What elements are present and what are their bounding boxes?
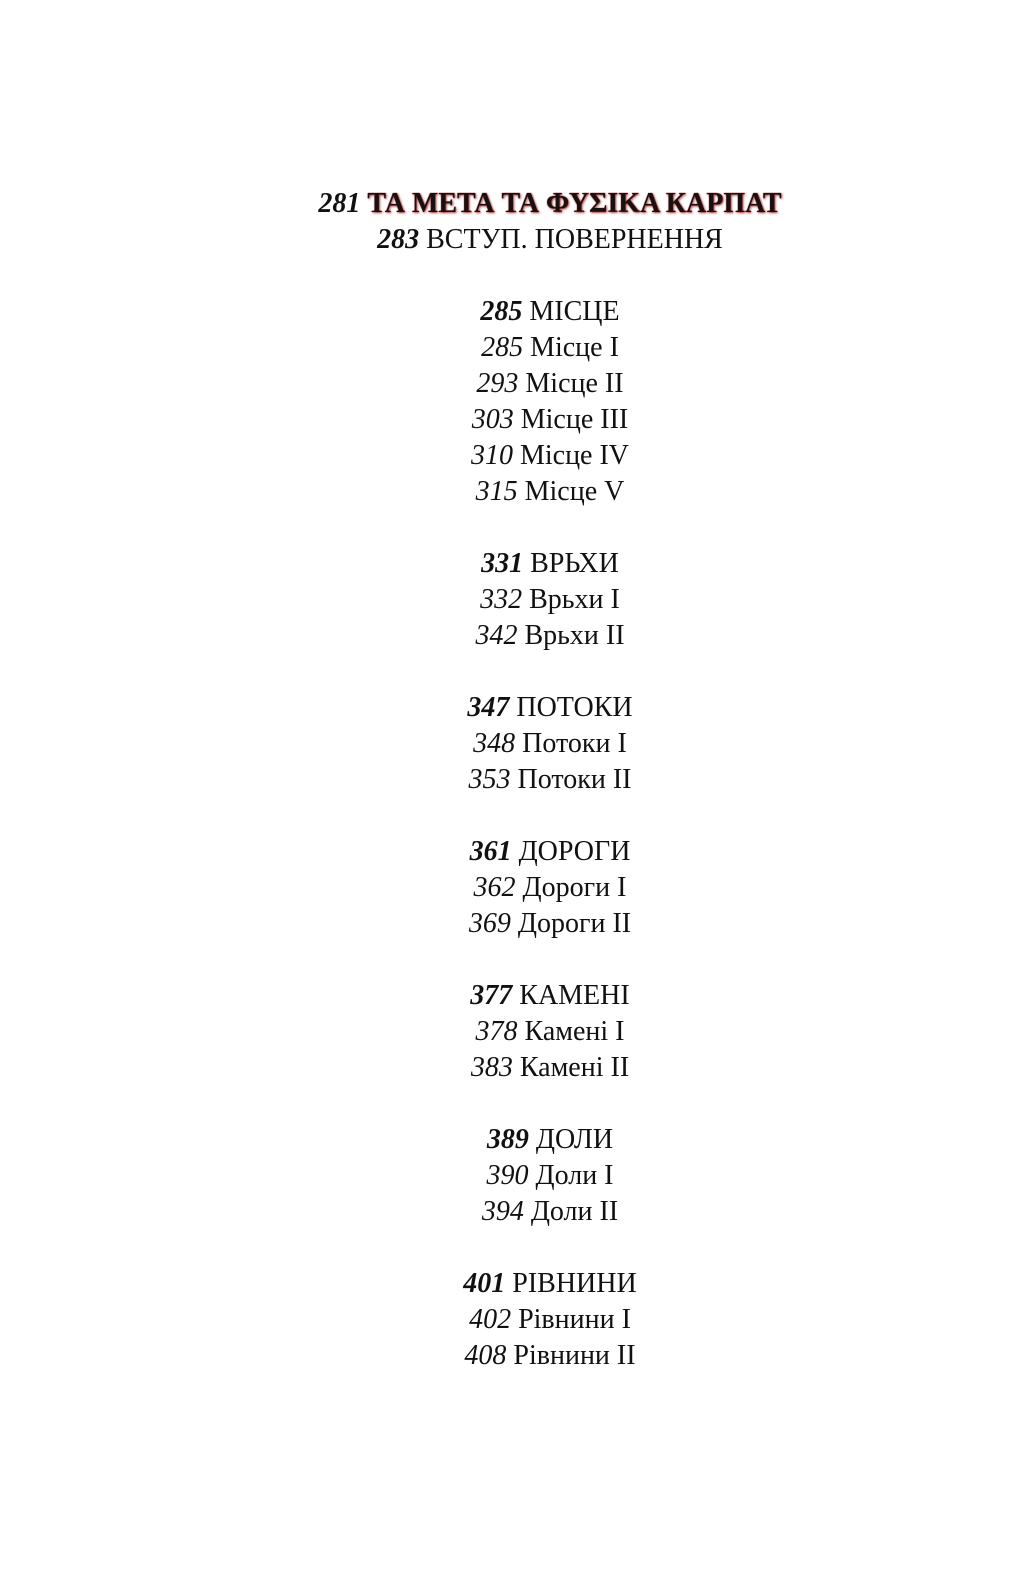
page-number: 389 xyxy=(486,1124,529,1155)
toc-section xyxy=(0,546,1024,654)
item-title: Камені II xyxy=(519,1052,630,1083)
toc-item xyxy=(0,762,1024,798)
page-number: 369 xyxy=(468,908,511,939)
page-number: 361 xyxy=(469,836,512,867)
toc-item xyxy=(0,1302,1024,1338)
toc-item xyxy=(0,618,1024,654)
page-number: 285 xyxy=(480,296,523,327)
table-of-contents xyxy=(0,186,1024,1374)
toc-item xyxy=(0,1194,1024,1230)
intro-block xyxy=(0,186,1024,258)
toc-section xyxy=(0,690,1024,798)
toc-section xyxy=(0,1122,1024,1230)
toc-item xyxy=(0,582,1024,618)
page-number: 293 xyxy=(476,368,519,399)
item-title: Доли I xyxy=(535,1160,614,1191)
page-number: 281 xyxy=(318,188,361,219)
toc-section xyxy=(0,834,1024,942)
page-number: 408 xyxy=(464,1340,507,1371)
section-title: ДОЛИ xyxy=(535,1124,614,1155)
page-number: 283 xyxy=(377,224,420,255)
toc-item xyxy=(0,1338,1024,1374)
section-heading xyxy=(0,1266,1024,1302)
item-title: Місце II xyxy=(525,368,624,399)
toc-item xyxy=(0,906,1024,942)
item-title: Потоки II xyxy=(517,764,632,795)
item-title: Місце III xyxy=(520,404,629,435)
item-title: Доли II xyxy=(530,1196,619,1227)
toc-item xyxy=(0,366,1024,402)
entry-title: ВСТУП. ПОВЕРНЕННЯ xyxy=(426,224,723,255)
item-title: Місце IV xyxy=(519,440,630,471)
toc-item xyxy=(0,402,1024,438)
page-number: 331 xyxy=(481,548,524,579)
toc-section xyxy=(0,978,1024,1086)
item-title: Дороги I xyxy=(522,872,627,903)
page-number: 347 xyxy=(467,692,510,723)
item-title: Врьхи I xyxy=(529,584,620,615)
item-title: Місце I xyxy=(530,332,619,363)
page-number: 402 xyxy=(469,1304,512,1335)
toc-item xyxy=(0,330,1024,366)
section-heading xyxy=(0,978,1024,1014)
item-title: Рівнини I xyxy=(518,1304,631,1335)
page-number: 383 xyxy=(470,1052,513,1083)
section-title: ДОРОГИ xyxy=(518,836,631,867)
page-number: 353 xyxy=(468,764,511,795)
entry-title: ТА МЕТА ТА ΦΥΣΙΚΑ КАРПАТ xyxy=(367,188,782,219)
section-title: РІВНИНИ xyxy=(512,1268,637,1299)
section-heading xyxy=(0,294,1024,330)
section-title: ПОТОКИ xyxy=(516,692,633,723)
page-number: 401 xyxy=(463,1268,506,1299)
toc-item xyxy=(0,870,1024,906)
page-number: 285 xyxy=(481,332,524,363)
section-heading xyxy=(0,834,1024,870)
section-title: МІСЦЕ xyxy=(529,296,620,327)
section-heading xyxy=(0,546,1024,582)
toc-section xyxy=(0,294,1024,510)
item-title: Камені I xyxy=(524,1016,625,1047)
page-number: 377 xyxy=(470,980,513,1011)
toc-item xyxy=(0,726,1024,762)
section-title: КАМЕНІ xyxy=(519,980,630,1011)
page-number: 310 xyxy=(470,440,513,471)
item-title: Врьхи II xyxy=(524,620,625,651)
page-number: 342 xyxy=(475,620,518,651)
item-title: Місце V xyxy=(524,476,625,507)
item-title: Потоки I xyxy=(522,728,627,759)
page-number: 394 xyxy=(481,1196,524,1227)
section-heading xyxy=(0,1122,1024,1158)
toc-item xyxy=(0,474,1024,510)
item-title: Рівнини II xyxy=(513,1340,636,1371)
page-number: 390 xyxy=(486,1160,529,1191)
page-number: 348 xyxy=(473,728,516,759)
item-title: Дороги II xyxy=(517,908,632,939)
page-number: 315 xyxy=(475,476,518,507)
toc-item xyxy=(0,1050,1024,1086)
section-title: ВРЬХИ xyxy=(530,548,619,579)
section-heading xyxy=(0,690,1024,726)
toc-intro-entry xyxy=(0,222,1024,258)
page-number: 378 xyxy=(475,1016,518,1047)
toc-item xyxy=(0,1014,1024,1050)
toc-main-entry xyxy=(0,186,1024,222)
page-number: 362 xyxy=(473,872,516,903)
toc-item xyxy=(0,1158,1024,1194)
toc-item xyxy=(0,438,1024,474)
toc-section xyxy=(0,1266,1024,1374)
page-number: 303 xyxy=(471,404,514,435)
page-number: 332 xyxy=(480,584,523,615)
